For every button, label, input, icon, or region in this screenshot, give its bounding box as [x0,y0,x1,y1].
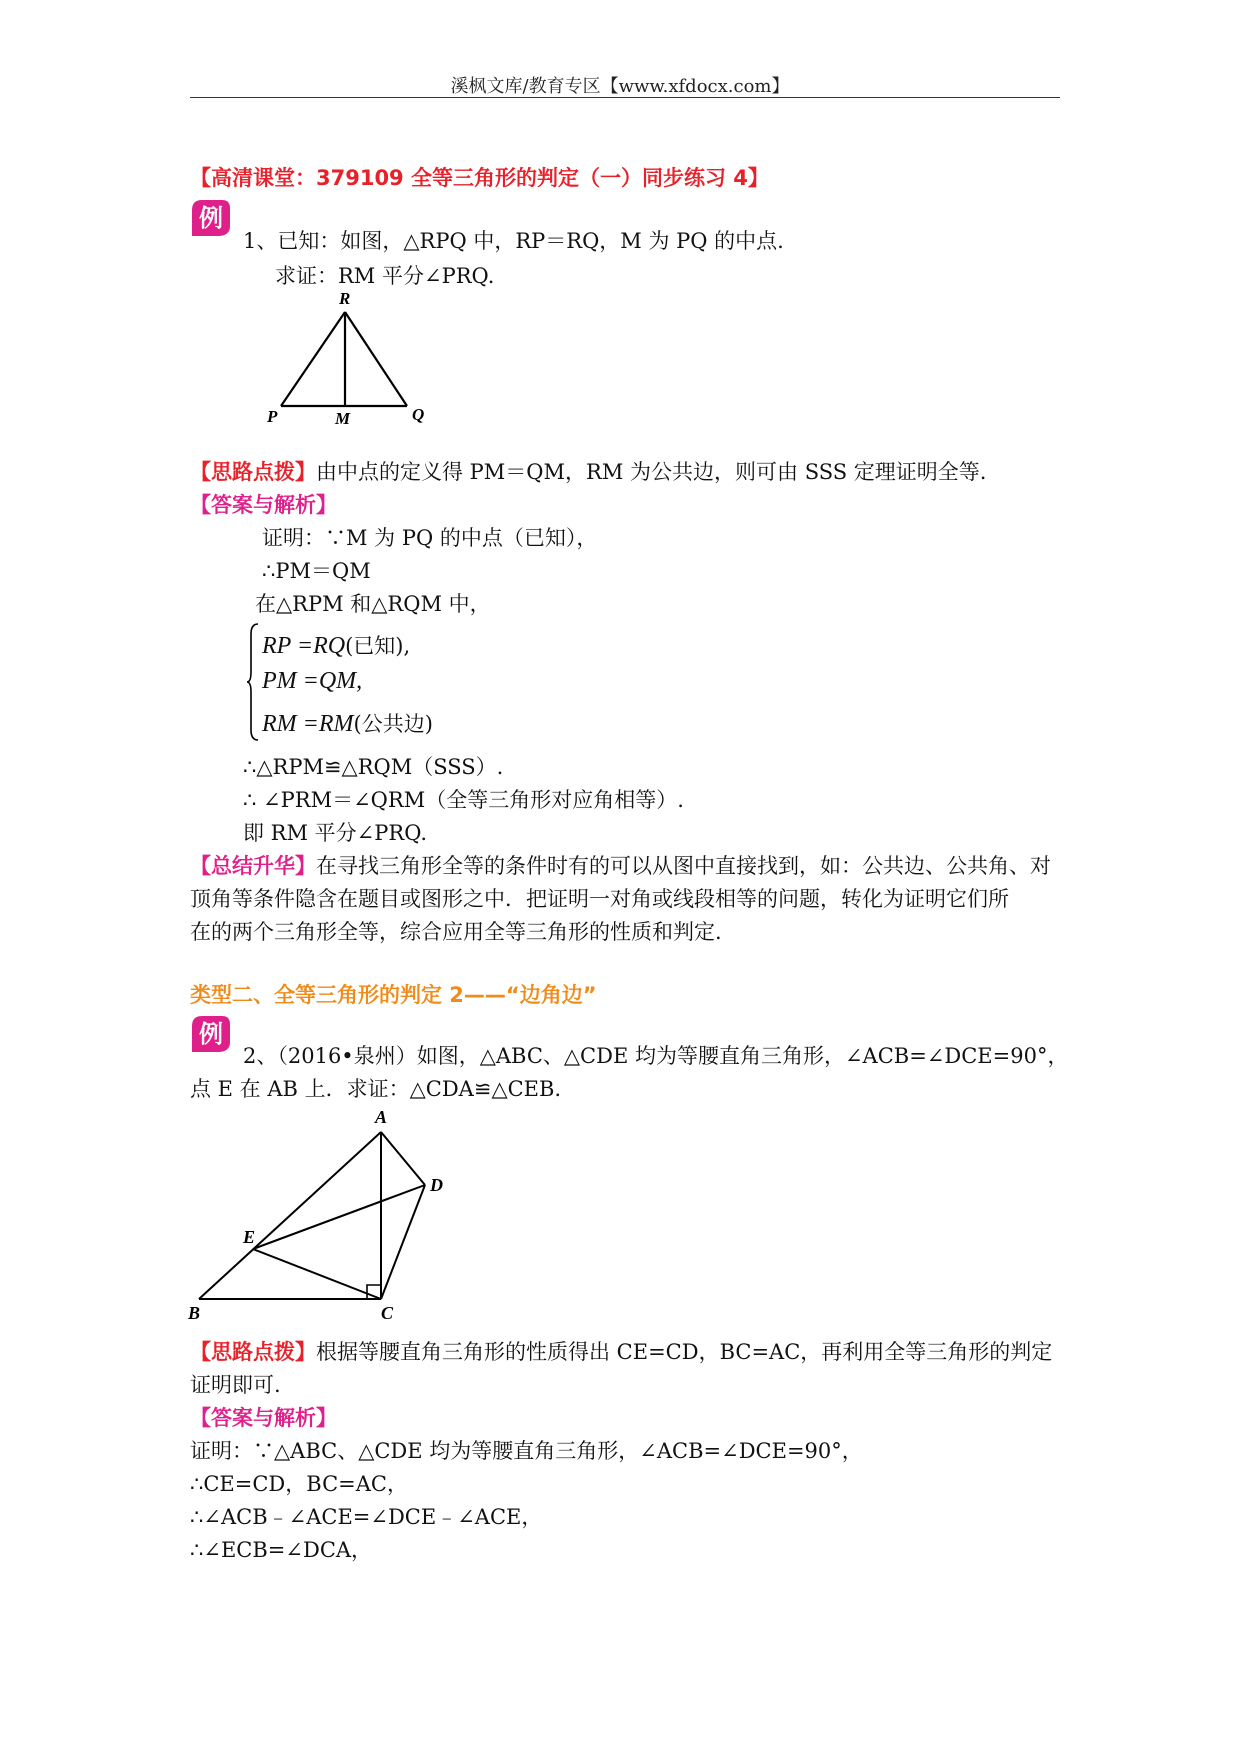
hint2-line1 [190,1340,1052,1365]
side-rq [345,312,407,406]
hint2-label: 【思路点拨】 [190,1340,316,1364]
summary-label: 【总结升华】 [190,854,316,878]
problem1-line1: 1、已知：如图，△RPQ 中，RP＝RQ，M 为 PQ 的中点. [243,229,784,253]
triangle-rpq-figure [255,290,445,430]
problem2-line2: 点 E 在 AB 上．求证：△CDA≌△CEB. [190,1077,562,1101]
summary1-line2: 顶角等条件隐含在题目或图形之中．把证明一对角或线段相等的问题，转化为证明它们所 [190,887,1009,911]
page-header: 溪枫文库/教育专区【www.xfdocx.com】 [450,76,790,97]
proof2-line2: ∴CE=CD，BC=AC， [190,1472,408,1496]
side-ab [199,1132,381,1299]
label-b: B [188,1303,201,1323]
proof2-line3: ∴∠ACB﹣∠ACE=∠DCE﹣∠ACE， [190,1505,543,1529]
side-ad [381,1132,425,1185]
label-m: M [335,409,351,428]
example-badge-label-2: 例 [199,1020,223,1048]
answer1-label: 【答案与解析】 [190,493,337,517]
left-brace-icon [246,622,260,742]
problem1-line2: 求证：RM 平分∠PRQ. [275,264,495,288]
system-row-1-math: RP =RQ [262,633,346,659]
conclusion1-line3: 即 RM 平分∠PRQ. [243,821,428,845]
side-rp [281,312,345,406]
label-a: A [375,1107,388,1127]
hint2-line2: 证明即可. [190,1373,281,1397]
side-ec [253,1249,381,1299]
problem2-line1: 2、（2016•泉州）如图，△ABC、△CDE 均为等腰直角三角形，∠ACB=∠DCE=90°， [243,1044,1069,1068]
proof1-line3: 在△RPM 和△RQM 中， [255,592,491,616]
system-row-1-note: (已知), [345,634,411,658]
system-row-2 [262,668,362,695]
hint1 [190,460,986,485]
side-dc [381,1185,425,1299]
summary1-line3: 在的两个三角形全等，综合应用全等三角形的性质和判定. [190,920,722,944]
proof1-line1: 证明：∵M 为 PQ 的中点（已知）， [262,526,598,550]
section2-title: 类型二、全等三角形的判定 2——“边角边” [190,983,597,1007]
header-divider [190,97,1060,98]
example-badge-icon-2 [188,1012,232,1056]
proof2-line4: ∴∠ECB=∠DCA， [190,1538,373,1562]
summary-text-1: 在寻找三角形全等的条件时有的可以从图中直接找到，如：公共边、公共角、对 [316,854,1051,878]
example-badge-icon [188,196,232,240]
proof1-line2: ∴PM＝QM [262,559,371,583]
label-e: E [243,1227,256,1247]
proof2-line1: 证明：∵△ABC、△CDE 均为等腰直角三角形，∠ACB=∠DCE=90°， [190,1439,863,1463]
hint1-label: 【思路点拨】 [190,460,316,484]
answer2-label: 【答案与解析】 [190,1406,337,1430]
conclusion1-line2: ∴ ∠PRM＝∠QRM（全等三角形对应角相等）. [243,788,684,812]
conclusion1-line1: ∴△RPM≌△RQM（SSS）. [243,755,504,779]
triangles-abc-cde-figure [185,1105,455,1327]
summary1-line1 [190,854,1051,879]
hint2-text: 根据等腰直角三角形的性质得出 CE=CD，BC=AC，再利用全等三角形的判定 [316,1340,1053,1364]
label-r: R [339,290,351,308]
label-q: Q [412,405,425,424]
side-ed [253,1185,425,1249]
system-row-2-math: PM =QM, [262,668,363,694]
system-row-1 [262,630,410,660]
label-p: P [267,407,278,426]
label-c: C [381,1303,394,1323]
section1-title: 【高清课堂：379109 全等三角形的判定（一）同步练习 4】 [190,166,769,190]
example-badge-label: 例 [199,204,223,232]
system-row-3-math: RM =RM [262,711,354,737]
label-d: D [430,1175,443,1195]
system-row-3-note: (公共边) [353,712,433,736]
system-row-3 [262,708,433,738]
hint1-text: 由中点的定义得 PM＝QM，RM 为公共边，则可由 SSS 定理证明全等. [316,460,987,484]
